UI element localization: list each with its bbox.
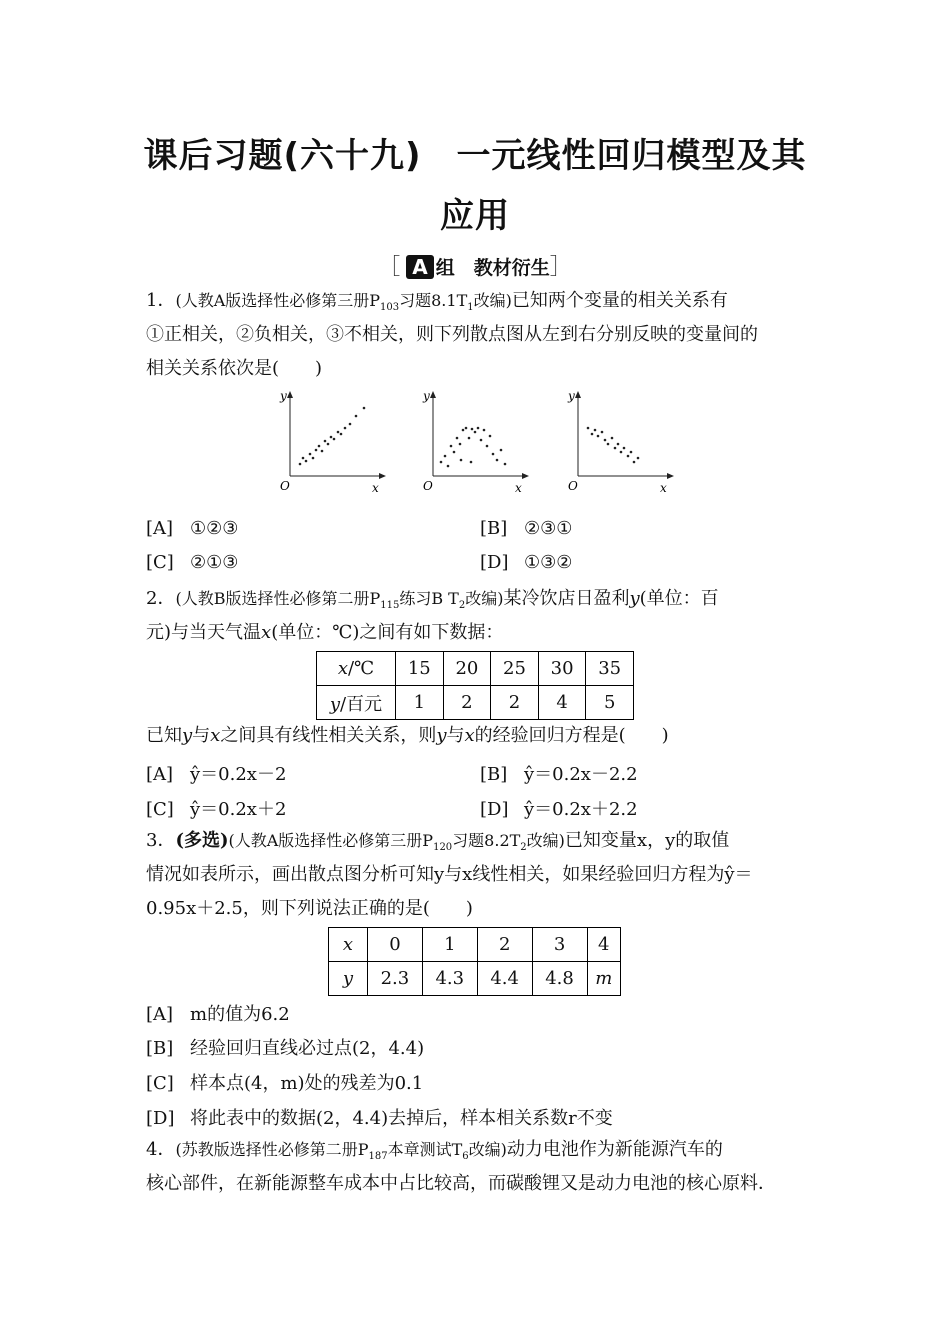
q2-line1: 2．(人教B版选择性必修第二册$P_{115}$练习B $T_2$改编)某冷饮店日盈利y(单位：百: [146, 588, 719, 612]
group-heading: [0, 250, 950, 281]
svg-text:y: y: [423, 389, 430, 403]
q3-option-c[interactable]: [C] 样本点(4，m)处的残差为0.1: [146, 1073, 424, 1094]
q2-line2: 元)与当天气温x(单位：℃)之间有如下数据：: [146, 622, 504, 643]
page-title-line2: 应用: [440, 196, 510, 236]
q3-data-table: [328, 927, 621, 996]
q3-option-d[interactable]: [D] 将此表中的数据(2，4.4)去掉后，样本相关系数r不变: [146, 1108, 613, 1129]
q3-option-b[interactable]: [B] 经验回归直线必过点(2，4.4): [146, 1038, 425, 1059]
q3-option-a[interactable]: [A] m的值为6.2: [146, 1004, 290, 1025]
q1-option-c[interactable]: [C] ②①③: [146, 552, 239, 573]
q2-option-c[interactable]: [C] ŷ＝0.2x＋2: [146, 799, 287, 820]
q2-option-d[interactable]: [D] ŷ＝0.2x＋2.2: [480, 799, 638, 820]
q2-data-table: [316, 651, 634, 720]
svg-text:x: x: [660, 481, 667, 495]
scatter-plot-positive: [279, 389, 386, 495]
group-bracket-close: ］: [549, 255, 572, 280]
q2-option-b[interactable]: [B] ŷ＝0.2x－2.2: [480, 764, 638, 785]
scatter-plot-inverted-u: [422, 389, 529, 495]
scatter-plot-negative: [567, 389, 674, 495]
svg-text:x: x: [515, 481, 522, 495]
q4-line2: 核心部件，在新能源整车成本中占比较高，而碳酸锂又是动力电池的核心原料．: [146, 1173, 776, 1194]
q1-option-d[interactable]: [D] ①③②: [480, 552, 573, 573]
q2-source: (人教B版选择性必修第二册$P_{115}$练习B $T_2$改编): [175, 589, 504, 612]
q4-line1: 4．(苏教版选择性必修第二册$P_{187}$本章测试$T_6$改编)动力电池作为新能源汽车的: [146, 1139, 723, 1163]
svg-text:O: O: [423, 479, 433, 493]
svg-text:O: O: [568, 479, 578, 493]
svg-text:y: y: [280, 389, 287, 403]
q1-option-a[interactable]: [A] ①②③: [146, 518, 239, 539]
q1-option-b[interactable]: [B] ②③①: [480, 518, 573, 539]
q1-line1: [146, 290, 728, 319]
q3-line3: 0.95x＋2.5，则下列说法正确的是( ): [146, 898, 473, 919]
q1-number: 1．: [146, 290, 176, 311]
q1-line3: 相关关系依次是( ): [146, 358, 323, 379]
svg-text:x: x: [372, 481, 379, 495]
svg-text:y: y: [568, 389, 575, 403]
group-label: 组 教材衍生: [435, 257, 550, 279]
q2-option-a[interactable]: [A] ŷ＝0.2x－2: [146, 764, 287, 785]
group-letter-badge: A: [406, 255, 433, 279]
table-row: y/百元 1 2 2 4 5: [317, 686, 634, 720]
q3-line2: 情况如表所示，画出散点图分析可知y与x线性相关，如果经验回归方程为ŷ＝: [146, 864, 753, 885]
group-bracket-open: ［: [378, 255, 401, 280]
q1-line2: ①正相关，②负相关，③不相关，则下列散点图从左到右分别反映的变量间的: [146, 324, 758, 345]
q1-source: (人教A版选择性必修第三册$P_{103}$习题$8.1T_1$改编): [175, 291, 512, 314]
table-row: y 2.3 4.3 4.4 4.8 m: [329, 962, 621, 996]
q1-text: 已知两个变量的相关关系有: [511, 290, 728, 311]
q3-multi-tag: (多选): [175, 830, 229, 851]
page-title-line1: 课后习题(六十九) 一元线性回归模型及其: [143, 136, 807, 176]
table-row: x/℃ 15 20 25 30 35: [317, 652, 634, 686]
q1-scatter-plots: [270, 388, 680, 500]
q4-source: (苏教版选择性必修第二册$P_{187}$本章测试$T_6$改编): [175, 1140, 507, 1163]
q3-source: (人教A版选择性必修第三册$P_{120}$习题$8.2T_2$改编): [228, 831, 565, 854]
q3-line1: 3．(多选)(人教A版选择性必修第三册$P_{120}$习题$8.2T_2$改编)已知变量x，y的取值: [146, 830, 730, 854]
table-row: x 0 1 2 3 4: [329, 928, 621, 962]
q2-stem: 已知y与x之间具有线性相关关系，则y与x的经验回归方程是( ): [146, 725, 669, 746]
svg-text:O: O: [280, 479, 290, 493]
